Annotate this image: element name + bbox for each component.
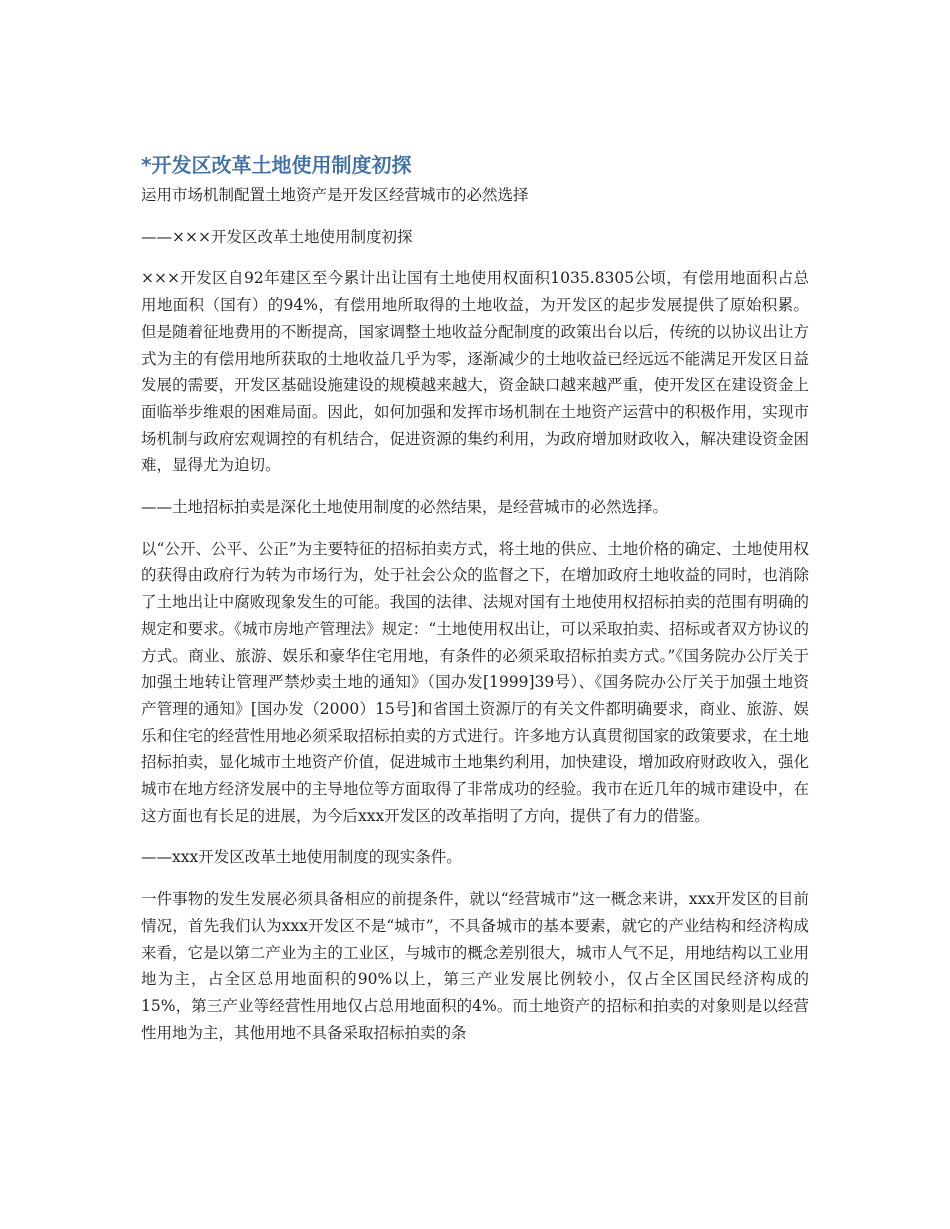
paragraph-3: 一件事物的发生发展必须具备相应的前提条件，就以“经营城市”这一概念来讲，xxx开发区的目前情况，首先我们认为xxx开发区不是“城市”，不具备城市的基本要素，就它的产业结构和经济构成来看，它是以第二产业为主的工业区，与城市的概念差别很大，城市人气不足，用地结构以工业用地为主，占全区总用地面积的90%以上，第三产业发展比例较小，仅占全区国民经济构成的15%，第三产业等经营性用地仅占总用地面积的4%。而土地资产的招标和拍卖的对象则是以经营性用地为主，其他用地不具备采取招标拍卖的条: [141, 890, 809, 1042]
section-heading-1: ——×××开发区改革土地使用制度初探: [141, 227, 413, 246]
paragraph-2: 以“公开、公平、公正”为主要特征的招标拍卖方式，将土地的供应、土地价格的确定、土地使用权的获得由政府行为转为市场行为，处于社会公众的监督之下，在增加政府土地收益的同时，也消除了土地出让中腐败现象发生的可能。我国的法律、法规对国有土地使用权招标拍卖的范围有明确的规定和要求。《城市房地产管理法》规定：“土地使用权出让，可以采取拍卖、招标或者双方协议的方式。商业、旅游、娱乐和豪华住宅用地，有条件的必须采取招标拍卖方式。”《国务院办公厅关于加强土地转让管理严禁炒卖土地的通知》（国办发[1999]39号）、《国务院办公厅关于加强土地资产管理的通知》[国办发（2000）15号]和省国土资源厅的有关文件都明确要求，商业、旅游、娱乐和住宅的经营性用地必须采取招标拍卖的方式进行。许多地方认真贯彻国家的政策要求，在土地招标拍卖，显化城市土地资产价值，促进城市土地集约利用，加快建设，增加政府财政收入，强化城市在地方经济发展中的主导地位等方面取得了非常成功的经验。我市在近几年的城市建设中，在这方面也有长足的进展，为今后xxx开发区的改革指明了方向，提供了有力的借鉴。: [141, 539, 809, 825]
section-heading-2: ——土地招标拍卖是深化土地使用制度的必然结果，是经营城市的必然选择。: [141, 498, 669, 517]
document-body: [141, 150, 809, 1061]
paragraph-1: ×××开发区自92年建区至今累计出让国有土地使用权面积1035.8305公顷，有偿用地面积占总用地面积（国有）的94%，有偿用地所取得的土地收益，为开发区的起步发展提供了原始积累。但是随着征地费用的不断提高，国家调整土地收益分配制度的政策出台以后，传统的以协议出让方式为主的有偿用地所获取的土地收益几乎为零，逐渐减少的土地收益已经远远不能满足开发区日益发展的需要，开发区基础设施建设的规模越来越大，资金缺口越来越严重，使开发区在建设资金上面临举步维艰的困难局面。因此，如何加强和发挥市场机制在土地资产运营中的积极作用，实现市场机制与政府宏观调控的有机结合，促进资源的集约利用，为政府增加财政收入，解决建设资金困难，显得尤为迫切。: [141, 269, 809, 475]
document-title: *开发区改革土地使用制度初探: [141, 153, 412, 177]
document-subtitle: 运用市场机制配置土地资产是开发区经营城市的必然选择: [141, 186, 529, 204]
section-heading-3: ——xxx开发区改革土地使用制度的现实条件。: [141, 848, 462, 867]
